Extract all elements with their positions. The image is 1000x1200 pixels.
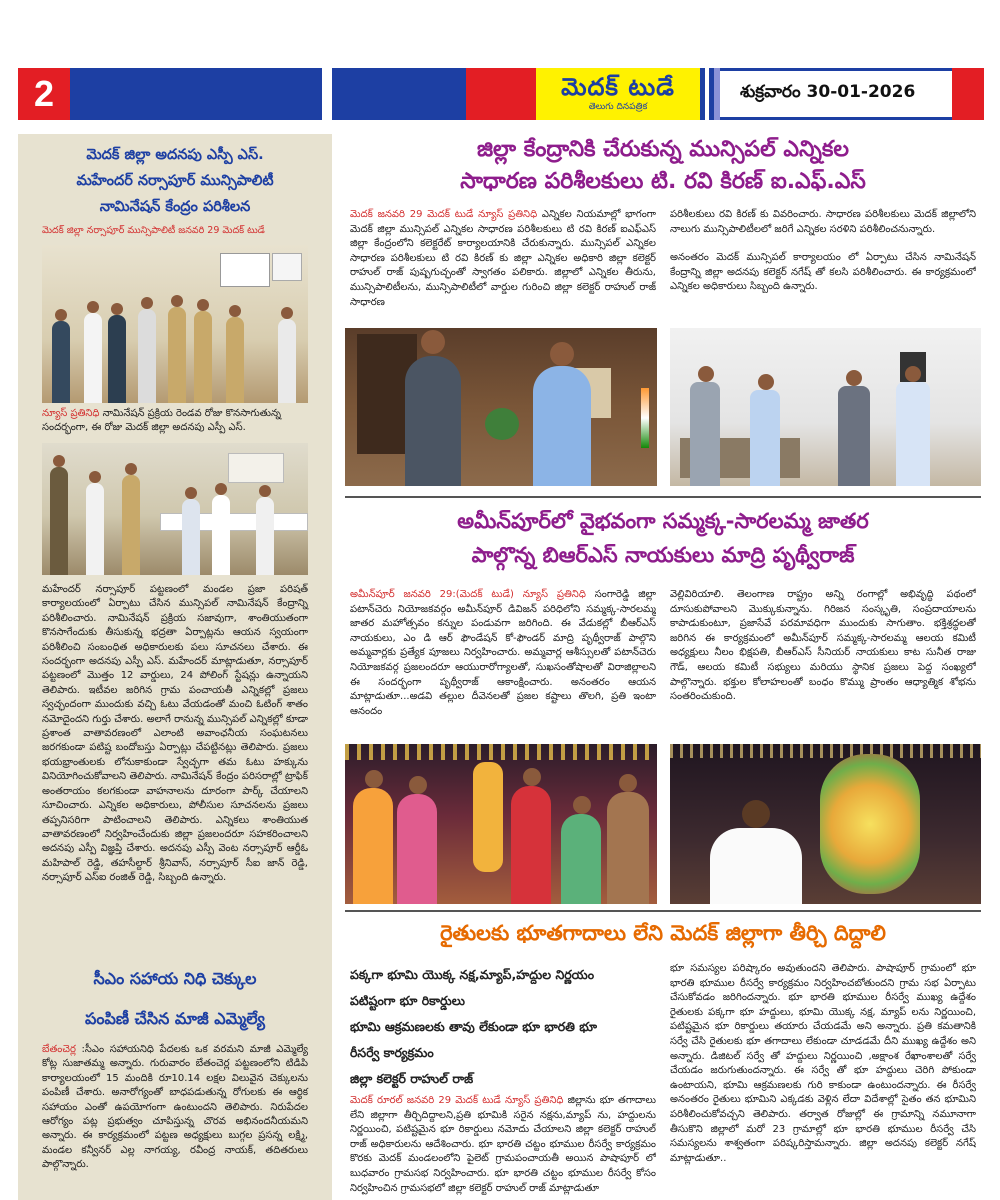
photo-jatara-celebration-2	[670, 744, 981, 904]
left-column	[18, 134, 332, 1200]
story3-col1-text: జిల్లాను భూ తగాదాలు లేని జిల్లాగా తీర్చిదిద్దాలని,ప్రతి భూమికి సరైన నక్షను,మ్యాప్ ను, హద్దులను నిర్ణయించి, పటిష్టమైన భూ రికార్డులు నమోదు చేయాలని జిల్లా కలెక్టర్ రాహుల్ రాజ్ అధికారులను ఆదేశించారు. భూ భారతి చట్టం భూముల రీసర్వే కార్యక్రమం కొరకు మెదక్ మండలంలోని పైలెట్ గ్రామపంచాయతీ అయిన పాషాపూర్ లో బుధవారం గ్రామసభ నిర్వహించారు. భూ భారతి చట్టం భూముల రీసర్వే కోసం నిర్వహించిన గ్రామసభలో జిల్లా కలెక్టర్ రాహుల్ రాజ్ మాట్లాడుతూ	[350, 1095, 656, 1194]
article-2-text: :సీఎం సహాయనిధి పేదలకు ఒక వరమని మాజీ ఎమ్మెల్యే కోట్ల సుజాతమ్మ అన్నారు. గురువారం బేతంచెర్ల పట్టణంలోని టిడిపి కార్యాలయంలో 15 మందికి రూ10.14 లక్షల విలువైన చెక్కులను పంపిణీ చేశారు. అనారోగ్యంతో బాధపడుతున్న రోగులకు ఈ ఆర్థిక సహాయం ఎంతో ఉపయోగంగా ఉంటుందని తెలిపారు. నిరుపేదల ఆరోగ్యం పట్ల ప్రభుత్వం చూపిస్తున్న చొరవ అభినందనీయమని అన్నారు. ఈ కార్యక్రమంలో పట్టణ అధ్యక్షులు బుగ్గల ప్రసన్న లక్ష్మి, మండల కన్వీనర్ ఎల్ల నాగయ్య, రవీంద్ర నాయక్, తదితరులు పాల్గొన్నారు.	[42, 1044, 308, 1171]
story3-dateline: మెదక్ రూరల్ జనవరి 29 మెదక్ టుడే న్యూస్ ప్రతినిధి	[350, 1095, 564, 1106]
photo-nomination-center-2	[42, 443, 308, 575]
flag	[641, 388, 649, 448]
masthead	[18, 68, 984, 120]
highlight-item: జిల్లా కలెక్టర్ రాహుల్ రాజ్	[350, 1071, 474, 1086]
story1-col2-text-b: అనంతరం మెదక్ మున్సిపల్ కార్యాలయం లో ఏర్పాటు చేసిన నామినేషన్ కేంద్రాన్ని జిల్లా అదనపు కలెక్టర్ నగేష్ తో కలసి పరిశీలించారు. ఈ కార్యక్రమంలో ఎన్నికల అధికారులు సిబ్బంది ఉన్నారు.	[670, 252, 976, 293]
caption-text: నామినేషన్ ప్రక్రియ రెండవ రోజు కొనసాగుతున్న సందర్భంగా, ఈ రోజు మెదక్ జిల్లా అదనపు ఎస్పీ ఎస్.	[42, 408, 281, 433]
story3-highlights	[350, 962, 650, 1092]
story2-col2-text: వెల్లివిరియాలి. తెలంగాణ రాష్ట్రం అన్ని రంగాల్లో అభివృద్ధి పథంలో దూసుకుపోవాలని మొక్కుకున్నాను. గిరిజన సంస్కృతి, సంప్రదాయాలను కాపాడుకుంటూ, ప్రజాసేవే పరమావధిగా ముందుకు సాగుతాం. భక్తిశ్రద్ధలతో జరిగిన ఈ కార్యక్రమంలో అమీన్‌పూర్ సమ్మక్క-సారలమ్మ ఆలయ కమిటీ అధ్యక్షులు నీలం భిక్షపతి, బీఆర్ఎస్ సీనియర్ నాయకులు కాట సునీత రాజు గౌడ్, ఆలయ కమిటీ సభ్యులు మరియు స్థానిక ప్రజలు పెద్ద సంఖ్యలో పాల్గొన్నారు. భక్తుల కోలాహలంతో బంధం కొమ్ము ప్రాంతం ఆధ్యాత్మిక శోభను సంతరించుకుంది.	[670, 589, 976, 703]
officer-blue-shirt	[533, 366, 591, 486]
story1-headline-line: జిల్లా కేంద్రానికి చేరుకున్న మున్సిపల్ ఎన్నికల	[476, 137, 850, 162]
person	[690, 382, 720, 486]
caption-lead: న్యూస్ ప్రతినిధి	[42, 408, 100, 419]
band-red-block	[466, 68, 536, 120]
notice-board	[220, 253, 270, 287]
decor-lights	[670, 744, 981, 758]
masthead-band-right	[952, 68, 984, 120]
highlight-item: భూమి ఆక్రమణలకు తావు లేకుండా భూ భారతి భూ	[350, 1019, 598, 1034]
plant-bouquet	[485, 408, 519, 440]
band-stripe	[322, 68, 332, 120]
story2-headline-line: పాల్గొన్న బిఆర్ఎస్ నాయకులు మాద్రి పృథ్వీరాజ్	[471, 543, 855, 567]
left-headline	[18, 134, 332, 220]
photo-collector-welcome	[345, 328, 657, 486]
story1-col1-text: ఎన్నికల నియమాల్లో భాగంగా మెదక్ జిల్లా మున్సిపల్ ఎన్నికల సాధారణ పరిశీలకులు టి రవి కిరణ్ ఐఎఫ్ఎస్ జిల్లా కేంద్రంలోని కలెక్టరేట్ కార్యాలయానికి చేరుకున్నారు. మున్సిపల్ ఎన్నికల సాధారణ పరిశీలకులు టి రవి కిరణ్ కు జిల్లా ఎన్నికల అధికారి జిల్లా కలెక్టర్ రాహుల్ రాజ్ పుష్పగుచ్ఛంతో స్వాగతం పలికారు. జిల్లాలో ఎన్నికల తీరును, మున్సిపాలిటీలను, మున్సిపాలిటీలో వార్డుల గురించి జిల్లా కలెక్టర్ రాహుల్ రాజ్ సాధారణ	[350, 209, 656, 308]
article-2-lead: బేతంచెర్ల	[42, 1044, 76, 1055]
section-divider	[345, 910, 981, 912]
police-officer	[50, 467, 68, 575]
page-number: 2	[18, 68, 70, 120]
window	[228, 453, 284, 483]
masthead-band-left	[70, 68, 536, 120]
story2-col1-text: సంగారెడ్డి జిల్లా పటాన్‌చెరు నియోజకవర్గం అమీన్‌పూర్ డివిజన్ పరిధిలోని సమ్మక్క-సారలమ్మ జాతర మహోత్సవం కన్నుల పండువగా జరిగింది. ఈ వేడుకల్లో బీఆర్ఎస్ నాయకులు, ఎం డి ఆర్ ఫౌండేషన్ కో-ఫౌండర్ మాద్రి పృథ్వీరాజ్ పాల్గొని అమ్మవార్లకు ప్రత్యేక పూజలు నిర్వహించారు. అమ్మవార్ల ఆశీస్సులతో పటాన్‌చెరు నియోజకవర్గ ప్రజలందరూ ఆయురారోగ్యాలతో, సుఖసంతోషాలతో విరాజిల్లాలని ఈ సందర్భంగా పృథ్వీరాజ్ ఆకాంక్షించారు. అనంతరం ఆయన మాట్లాడుతూ...అడవి తల్లుల దీవెనలతో ప్రజల కష్టాలు తొలగి, ప్రతి ఇంటా ఆనందం	[350, 589, 656, 717]
story2-headline-line: అమీన్‌పూర్‌లో వైభవంగా సమ్మక్క-సారలమ్మ జాతర	[457, 509, 869, 533]
person	[256, 497, 274, 575]
police-officer	[194, 311, 212, 403]
flower-decoration	[820, 754, 920, 894]
person	[397, 794, 437, 904]
person	[212, 495, 230, 575]
left-headline-line: మెదక్ జిల్లా అదనపు ఎస్పీ ఎస్.	[86, 147, 264, 163]
person	[138, 309, 156, 403]
deity-decoration	[473, 762, 503, 872]
paper-logo	[536, 68, 700, 120]
photo-nomination-inspection	[670, 328, 981, 486]
photo-jatara-celebration-1	[345, 744, 657, 904]
left-article-2-body	[18, 1039, 332, 1179]
story2-col2	[670, 588, 976, 734]
police-officer	[226, 317, 244, 403]
story2-headline	[345, 504, 981, 572]
person	[278, 319, 296, 403]
left-headline-2-line: పంపిణీ చేసిన మాజీ ఎమ్మెల్యే	[85, 1009, 265, 1028]
photo-nomination-center-1	[42, 245, 308, 403]
left-headline-2-line: సీఎం సహాయ నిధి చెక్కుల	[93, 969, 257, 988]
left-article-body: మహేందర్ నర్సాపూర్ పట్టణంలో మండల ప్రజా పరిషత్ కార్యాలయంలో ఏర్పాటు చేసిన మున్సిపల్ నామినేషన్ కేంద్రాన్ని పరిశీలించారు. నామినేషన్ ప్రక్రియ సజావుగా, శాంతియుతంగా కొనసాగేందుకు తీసుకున్న భద్రతా ఏర్పాట్లను ఆయన స్వయంగా పరిశీలించి సంబంధిత అధికారులకు పలు సూచనలు చేశారు. ఈ సందర్భంగా అదనపు ఎస్పీ ఎస్. మహేందర్ మాట్లాడుతూ, నర్సాపూర్ పట్టణంలో మొత్తం 12 వార్డులు, 24 పోలింగ్ స్టేషన్లు ఉన్నాయని తెలిపారు. ఇటీవల జరిగిన గ్రామ పంచాయతీ ఎన్నికల్లో ప్రజలు స్వచ్ఛందంగా ముందుకు వచ్చి ఓటు వేయడంతో మంచి ఓటింగ్ శాతం నమోదైందని గుర్తు చేశారు. అలాగే రానున్న మున్సిపల్ ఎన్నికల్లో కూడా ప్రశాంత వాతావరణంలో ఎలాంటి అవాంఛనీయ సంఘటనలు జరగకుండా పటిష్ట బందోబస్తు ఏర్పాట్లు చేపట్టినట్లు తెలిపారు. ప్రజలు భయభ్రాంతులకు లోనుకాకుండా స్వేచ్ఛగా తమ ఓటు హక్కును వినియోగించుకోవాలని తెలిపారు. నామినేషన్ కేంద్రం పరిసరాల్లో ట్రాఫిక్ అంతరాయం కలగకుండా వాహనాలను దూరంగా పార్క్ చేయాలని సూచించారు. ఎన్నికల అధికారులు, పోలీసుల సూచనలను ప్రజలు తప్పనిసరిగా పాటించాలని తెలిపారు. ఎన్నికలు శాంతియుత వాతావరణంలో నిర్వహించేందుకు జిల్లా ప్రజలందరూ సహకరించాలని అదనపు ఎస్పీ విజ్ఞప్తి చేశారు. అదనపు ఎస్పీ వెంట నర్సాపూర్ ఆర్డీఓ మహిపాల్ రెడ్డి, తహసీల్దార్ శ్రీనివాస్, నర్సాపూర్ సీఐ జాన్ రెడ్డి, నర్సాపూర్ ఎస్ఐ రంజిత్ రెడ్డి, సిబ్బంది ఉన్నారు.	[42, 584, 308, 884]
story1-headline-line: సాధారణ పరిశీలకులు టి. రవి కిరణ్ ఐ.ఎఫ్.ఎస్	[460, 169, 866, 194]
left-headline-2	[18, 959, 332, 1039]
photo-caption	[18, 403, 332, 435]
person	[838, 386, 870, 486]
police-officer	[122, 475, 140, 575]
story2-dateline: అమీన్‌పూర్ జనవరి 29:(మెదక్ టుడే) న్యూస్ ప్రతినిధి	[350, 589, 586, 600]
left-headline-line: మహేందర్ నర్సాపూర్ మున్సిపాలిటీ	[76, 173, 274, 189]
section-divider	[345, 496, 981, 498]
person	[353, 788, 393, 904]
person	[52, 321, 70, 403]
person	[750, 390, 780, 486]
masthead-band-mid	[700, 68, 720, 120]
left-dateline: మెదక్ జిల్లా నర్సాపూర్ మున్సిపాలిటీ జనవరి 29 మెదక్ టుడే	[42, 225, 265, 236]
person	[607, 792, 649, 904]
story1-dateline: మెదక్ జనవరి 29 మెదక్ టుడే న్యూస్ ప్రతినిధి	[350, 209, 538, 220]
story1-col2-text-a: పరిశీలకులు రవి కిరణ్ కు వివరించారు. సాధారణ పరిశీలకులు మెదక్ జిల్లాలోని నాలుగు మున్సిపాలిటీలలో జరిగే ఎన్నికల సరళిని పరిశీలించనున్నారు.	[670, 209, 976, 235]
paper-name: మెదక్ టుడే	[561, 71, 675, 101]
left-headline-line: నామినేషన్ కేంద్రం పరిశీలన	[99, 199, 251, 215]
decor-lights	[345, 744, 657, 760]
person-offering-prayer	[710, 828, 802, 904]
paper-tagline: తెలుగు దినపత్రిక	[588, 101, 648, 112]
person	[896, 382, 930, 486]
highlight-item: పటిష్టంగా భూ రికార్డులు	[350, 993, 465, 1008]
story3-col2-text: భూ సమస్యల పరిష్కారం అవుతుందని తెలిపారు. పాషాపూర్ గ్రామంలో భూ భారతి భూముల రీసర్వే కార్యక్రమం నిర్వహించబోతుందని గ్రామ సభ ఏర్పాటు చేసుకోవడం జరిగిందన్నారు. భూ భారతి భూముల రీసర్వే ముఖ్య ఉద్దేశం రైతులకు పక్కగా భూ హద్దులు, భూమి యొక్క నక్ష, మ్యాప్ లను నిర్ణయించి, పటిష్టమైన భూ రికార్డులు తయారు చేయడమే అని అన్నారు. ప్రతి కమతానికి సర్వే చేసి రైతులకు భూ తగాదాలు లేకుండా చూడడమే దీని ముఖ్య ఉద్దేశం అని అన్నారు. డిజిటల్ సర్వే తో హద్దులు నిర్ణయించి ,అక్షాంశ రేఖాంశాలతో సర్వే చేయడం జరుగుతుందన్నారు. ఈ సర్వే తో భూ హద్దులు చెరిగి పోకుండా ఉంటాయని, భూమి ఆక్రమణలకు గురి కాకుండా ఉంటుందన్నారు. ఈ రీసర్వే అనంతరం రైతులు భూమిని ఎక్కడకు వెళ్లిన లేదా విదేశాల్లో సైతం తన భూమిని పరిశీలించుకోవచ్చని తెలిపారు. తర్వాత రోజుల్లో ఈ గ్రామాన్ని నమూనాగా తీసుకొని జిల్లాలో మరో 23 గ్రామాల్లో భూ భారతి భూముల రీసర్వే చేసి సమస్యలను శాశ్వతంగా పరిష్కరిస్తామన్నారు. జిల్లా అదనపు కలెక్టర్ నగేష్ మాట్లాడుతూ..	[670, 963, 976, 1164]
issue-date: శుక్రవారం 30-01-2026	[720, 68, 952, 120]
story1-headline	[345, 134, 981, 198]
notice-paper	[272, 253, 302, 281]
police-officer	[168, 307, 186, 403]
story3-headline: రైతులకు భూతగాదాలు లేని మెదక్ జిల్లాగా తీర్చి దిద్దాలి	[440, 921, 886, 945]
highlight-item: రీసర్వే కార్యక్రమం	[350, 1045, 434, 1060]
person	[511, 786, 551, 904]
official-in-waistcoat	[405, 356, 461, 486]
person	[561, 814, 601, 904]
highlight-item: పక్కగా భూమి యొక్క నక్ష,మ్యాప్,హద్దుల నిర్ణయం	[350, 967, 595, 982]
story1-col2	[670, 208, 976, 320]
story2-col1	[350, 588, 656, 734]
person	[108, 315, 126, 403]
person	[86, 483, 104, 575]
person	[84, 313, 102, 403]
story3-col1	[350, 1094, 656, 1198]
story1-col1	[350, 208, 656, 320]
person	[182, 499, 200, 575]
story3-col2	[670, 962, 976, 1198]
